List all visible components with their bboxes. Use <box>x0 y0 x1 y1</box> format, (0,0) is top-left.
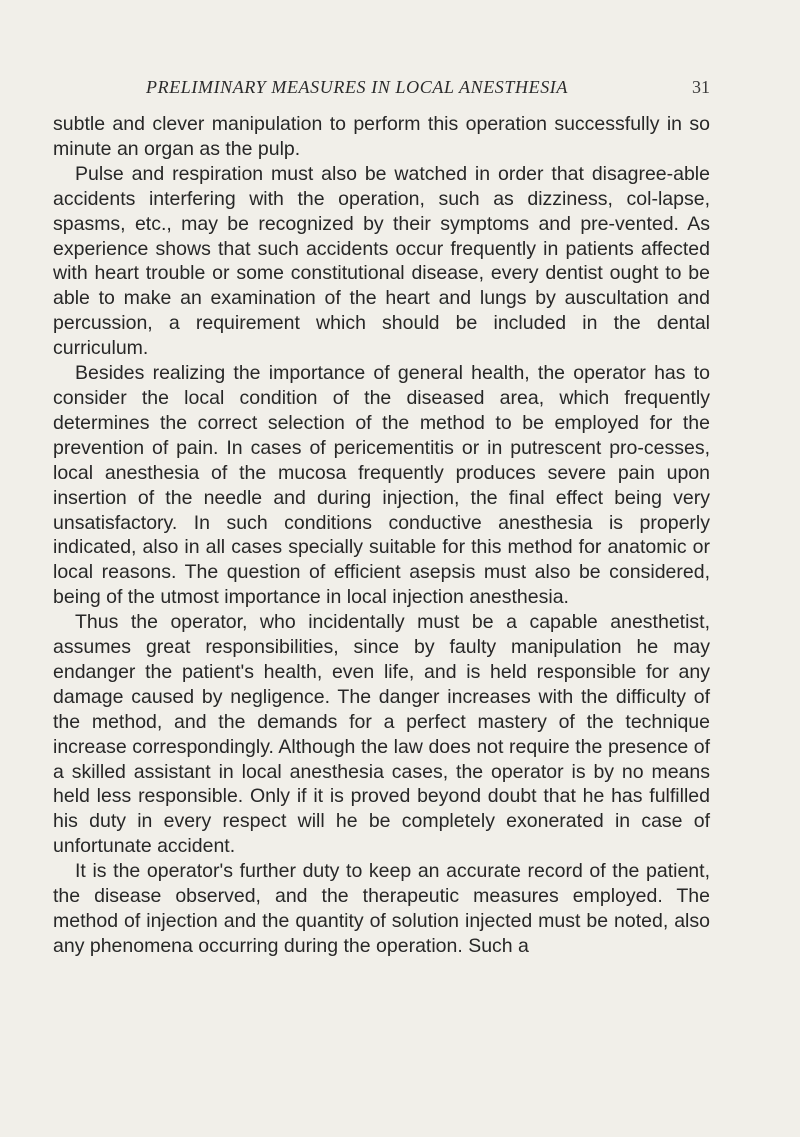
running-title: PRELIMINARY MEASURES IN LOCAL ANESTHESIA <box>146 77 568 97</box>
paragraph-record-keeping: It is the operator's further duty to keep an accurate record of the patient, the disease observed, and the therapeutic measures employed. The method of injection and the quantity of solution injected must be noted, also any phenomena occurring during the operation. Such a <box>53 860 710 957</box>
paragraph-pulse-respiration: Pulse and respiration must also be watched in order that disagree-able accidents interfering with the operation, such as dizziness, col-lapse, spasms, etc., may be recognized by their symptoms and pre-vented. As experience shows that such accidents occur frequently in patients affected with heart trouble or some constitutional disease, every dentist ought to be able to make an examination of the heart and lungs by auscultation and percussion, a requirement which should be included in the dental curriculum. <box>53 162 710 360</box>
paragraph-local-condition: Besides realizing the importance of general health, the operator has to consider the local condition of the diseased area, which frequently determines the correct selection of the method to be employed for the prevention of pain. In cases of pericementitis or in putrescent pro-cesses, local anesthesia of the mucosa frequently produces severe pain upon insertion of the needle and during injection, the final effect being very unsatisfactory. In such conditions conductive anesthesia is properly indicated, also in all cases specially suitable for this method for anatomic or local reasons. The question of efficient asepsis must also be considered, being of the utmost importance in local injection anesthesia. <box>53 362 710 609</box>
body-text <box>53 112 710 959</box>
running-head <box>80 77 710 107</box>
page-number: 31 <box>692 77 710 97</box>
paragraph-responsibility: Thus the operator, who incidentally must be a capable anesthetist, assumes great responsibilities, since by faulty manipulation he may endanger the patient's health, even life, and is held responsible for any damage caused by negligence. The danger increases with the difficulty of the method, and the demands for a perfect mastery of the technique increase correspondingly. Although the law does not require the presence of a skilled assistant in local anesthesia cases, the operator is by no means held less responsible. Only if it is proved beyond doubt that he has fulfilled his duty in every respect will he be completely exonerated in case of unfortunate accident. <box>53 611 710 858</box>
paragraph-continuation: subtle and clever manipulation to perform this operation successfully in so minute an organ as the pulp. <box>53 113 710 160</box>
